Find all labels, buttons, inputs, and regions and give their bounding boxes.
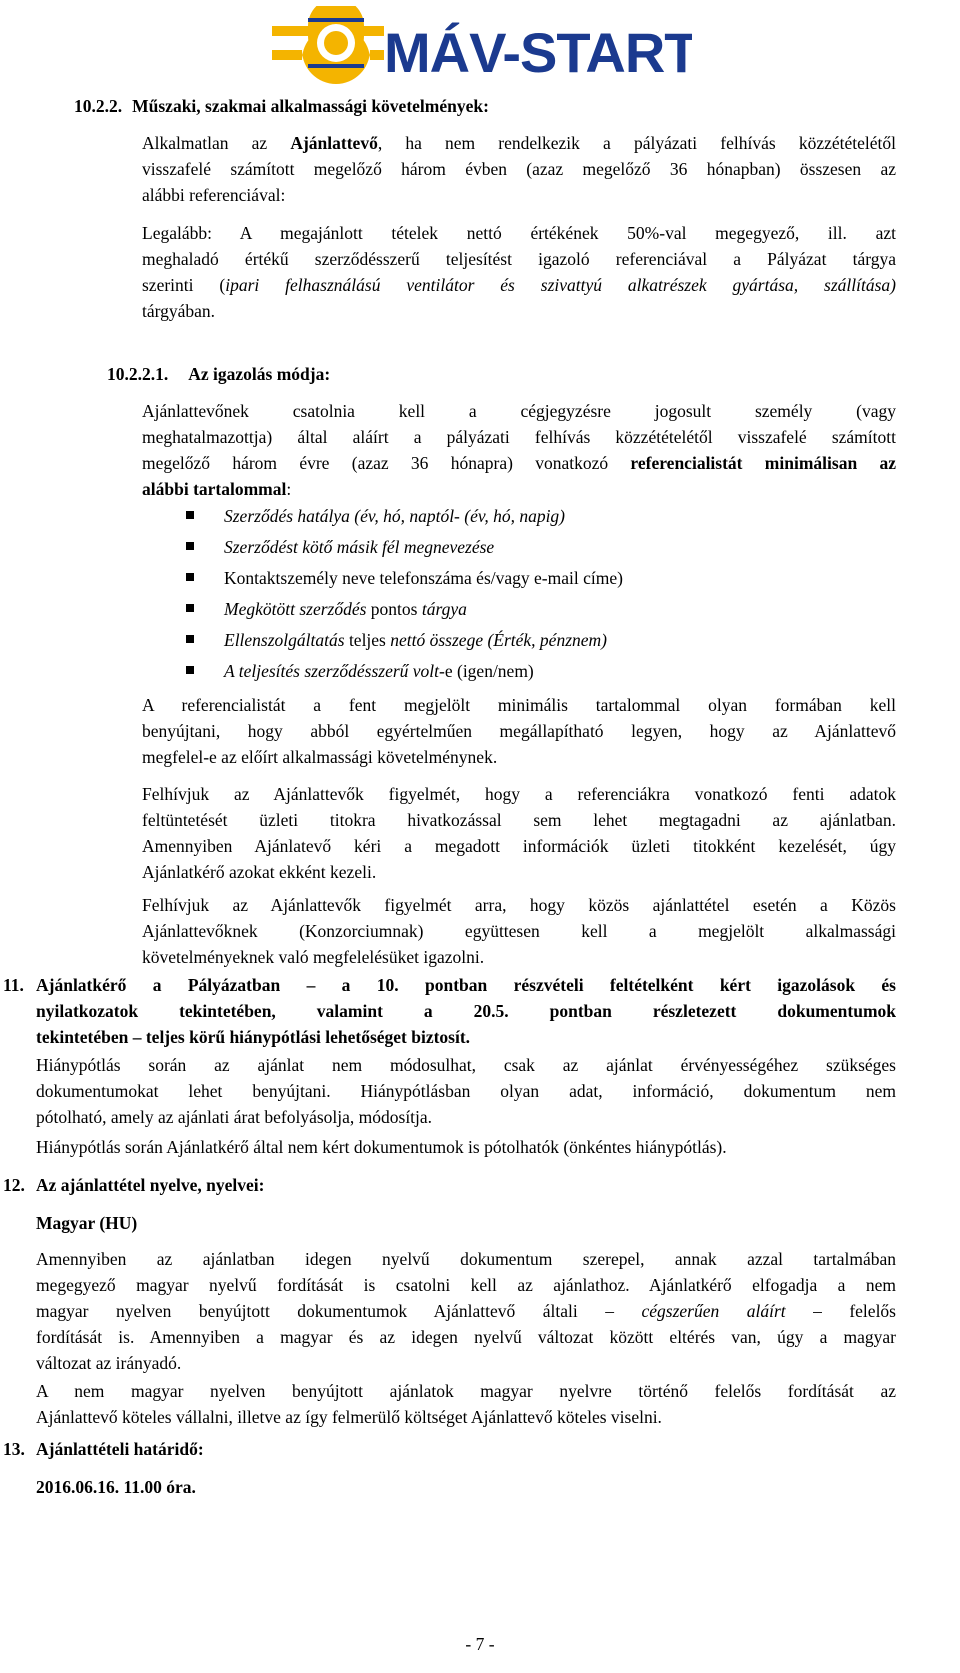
paragraph-foreign-offer [36, 1378, 896, 1430]
bullet-icon [186, 604, 194, 612]
heading-text: Műszaki, szakmai alkalmassági követelmények: [132, 96, 489, 116]
text-line: alábbi referenciával: [142, 185, 286, 205]
section-number-11: 11. [3, 975, 24, 995]
text-line: alábbi tartalommal: [142, 479, 292, 499]
heading-number: 10.2.2. [74, 96, 123, 116]
text-line: követelményeknek való megfelelésüket igazolni. [142, 947, 485, 967]
bullet-icon [186, 542, 194, 550]
text-line: tárgyában. [142, 301, 216, 321]
text-line: magyar nyelven benyújtott dokumentumok Ajánlattevő általi – cégszerűen aláírt – felelős [36, 1301, 896, 1321]
text-line: megegyező magyar nyelvű fordítását is csatolni kell az ajánlathoz. Ajánlatkérő elfogadja a nem [36, 1275, 896, 1295]
section-heading-10-2-2-1 [107, 361, 330, 387]
section-number-12: 12. [3, 1175, 25, 1195]
text-line: benyújtani, hogy abból egyértelműen megállapítható legyen, hogy az Ajánlattevő [142, 721, 896, 741]
text-line: Felhívjuk az Ajánlattevők figyelmét, hogy a referenciákra vonatkozó fenti adatok [142, 784, 896, 804]
text-line: pótolható, amely az ajánlati árat befolyásolja, módosítja. [36, 1107, 433, 1127]
text-line: szerinti (ipari felhasználású ventilátor és szivattyú alkatrészek gyártása, szállítása) [142, 275, 896, 295]
text-line: Amennyiben Ajánlatevő kéri a megadott információk üzleti titokként kezelését, úgy [142, 836, 896, 856]
section-heading-11 [36, 972, 896, 1050]
bullet-icon [186, 635, 194, 643]
text-line: Legalább: A megajánlott tételek nettó értékének 50%-val megegyező, ill. azt [142, 223, 896, 243]
text-line: megelőző három évre (azaz 36 hónapra) vonatkozó referencialistát minimálisan az [142, 453, 896, 473]
mav-start-logo-icon [272, 6, 692, 92]
text-line: Alkalmatlan az Ajánlattevő, ha nem rendelkezik a pályázati felhívás közzétételétől [142, 133, 896, 153]
text-line: fordítását is. Amennyiben a magyar és az idegen nyelvű változat között eltérés van, úgy a magyar [36, 1327, 896, 1347]
section-number-13: 13. [3, 1439, 25, 1459]
text-line: Ajánlatkérő azokat ekként kezeli. [142, 862, 377, 882]
text-line: Ajánlattevő köteles vállalni, illetve az így felmerülő költséget Ajánlattevő köteles viselni. [36, 1407, 662, 1427]
text-line: tekintetében – teljes körű hiánypótlási lehetőséget biztosít. [36, 1027, 471, 1047]
section-heading-13: Ajánlattételi határidő: [36, 1439, 204, 1459]
document-page: MÁV-START 10.2.2. Műszaki, szakmai alkalmassági követelmények: Alkalmatlan az Ajánlattevő, ha nem rendelkezik a pályázati felhívás közzétételétől visszafelé számított megelőző három évben (azaz megelőző 36 hónapban) összesen az alábbi referenciával: Legalább: A megajánlott tételek nettó értékének 50%-val megegyező, ill. azt meghaladó értékű szerződésszerű teljesítést igazoló referenciával a Pályázat tárgya szerinti (ipari felhasználású ventilátor és szivattyú alkatrészek gyártása, szállítása) tárgyában. 10.2.2.1. Az igazolás módja: Ajánlattevőnek csatolnia kell a cégjegyzésre jogosult személy (vagy meghatalmazottja) által aláírt a pályázati felhívás közzétételétől visszafelé számított megelőző három évre (azaz 36 hónapra) vonatkozó referencialistát minimálisan az alábbi tartalommal: Szerződés hatálya (év, hó, naptól- (év, hó, napig) Szerződést kötő másik fél megnevezése Kontaktszemély neve telefonszáma és/vagy e-mail címe) Megkötött szerződés pontos tárgya Ellenszolgáltatás teljes nettó összege (Érték, pénznem) A teljesítés szerződésszerű volt-e (igen/nem) A referencialistát a fent megjelölt minimális tartalommal olyan formában kell benyújtani, hogy abból egyértelműen megállapítható legyen, hogy az Ajánlattevő megfelel-e az előírt alkalmassági követelménynek. Felhívjuk az Ajánlattevők figyelmét, hogy a referenciákra vonatkozó fenti adatok feltüntetését üzleti titokra hivatkozással sem lehet megtagadni az ajánlatban. Amennyiben Ajánlatevő kéri a megadott információk üzleti titokként kezelését, úgy Ajánlatkérő azokat ekként kezeli. Felhívjuk az Ajánlattevők figyelmét arra, hogy közös ajánlattétel esetén a Közös Ajánlattevőknek (Konzorciumnak) együttesen kell a megjelölt alkalmassági követelményeknek való megfelelésüket igazolni. 11. Ajánlatkérő a Pályázatban – a 10. pontban részvételi feltételként kért igazolások és nyilatkozatok tekintetében, valamint a 20.5. pontban részletezett dokumentumok tekintetében – teljes körű hiánypótlási lehetőséget biztosít. Hiánypótlás során az ajánlat nem módosulhat, csak az ajánlat érvényességéhez szükséges dokumentumokat lehet benyújtani. Hiánypótlásban olyan adat, információ, dokumentum nem pótolható, amely az ajánlati árat befolyásolja, módosítja. Hiánypótlás során Ajánlatkérő által nem kért dokumentumok is pótolhatók (önkéntes hiánypótlás). 12. Az ajánlattétel nyelve, nyelvei: Magyar (HU) Amennyiben az ajánlatban idegen nyelvű dokumentum szerepel, annak azzal tartalmában megegyező magyar nyelvű fordítását is csatolni kell az ajánlathoz. Ajánlatkérő elfogadja a nem magyar nyelven benyújtott dokumentumok Ajánlattevő általi – cégszerűen aláírt – felelős fordítását is. Amennyiben a magyar és az idegen nyelvű változat között eltérés van, úgy a magyar változat az irányadó. A nem magyar nyelven benyújtott ajánlatok magyar nyelvre történő felelős fordítását az Ajánlattevő köteles vállalni, illetve az így felmerülő költséget Ajánlattevő köteles viselni. 13. Ajánlattételi határidő: 2016.06.16. 11.00 óra. - 7 - [0, 0, 960, 1673]
language-value: Magyar (HU) [36, 1213, 138, 1233]
text-line: visszafelé számított megelőző három évben (azaz megelőző 36 hónapban) összesen az [142, 159, 896, 179]
paragraph-proof [142, 398, 896, 502]
paragraph-consortium [142, 892, 896, 970]
text-line: Hiánypótlás során Ajánlatkérő által nem kért dokumentumok is pótolhatók (önkéntes hiánypótlás). [36, 1137, 727, 1157]
paragraph-deficiency [36, 1052, 896, 1130]
text-line: Amennyiben az ajánlatban idegen nyelvű dokumentum szerepel, annak azzal tartalmában [36, 1249, 896, 1269]
mav-start-logo [272, 6, 692, 92]
text-line: Ajánlattevőknek (Konzorciumnak) együttesen kell a megjelölt alkalmassági [142, 921, 896, 941]
paragraph-voluntary [36, 1134, 896, 1160]
page-number: - 7 - [465, 1634, 495, 1654]
text-line: változat az irányadó. [36, 1353, 182, 1373]
bullet-icon [186, 511, 194, 519]
text-line: Hiánypótlás során az ajánlat nem módosulhat, csak az ajánlat érvényességéhez szükséges [36, 1055, 896, 1075]
paragraph-list-format [142, 692, 896, 770]
heading-number: 10.2.2.1. [107, 364, 169, 384]
text-line: dokumentumokat lehet benyújtani. Hiánypótlásban olyan adat, információ, dokumentum nem [36, 1081, 896, 1101]
text-line: A referencialistát a fent megjelölt minimális tartalommal olyan formában kell [142, 695, 896, 715]
text-line: feltüntetését üzleti titokra hivatkozással sem lehet megtagadni az ajánlatban. [142, 810, 896, 830]
paragraph-trade-secret [142, 781, 896, 885]
text-line: Felhívjuk az Ajánlattevők figyelmét arra, hogy közös ajánlattétel esetén a Közös [142, 895, 896, 915]
text-line: A nem magyar nyelven benyújtott ajánlatok magyar nyelvre történő felelős fordítását az [36, 1381, 896, 1401]
text-line: Ajánlatkérő a Pályázatban – a 10. pontban részvételi feltételként kért igazolások és [36, 975, 896, 995]
text-line: meghaladó értékű szerződésszerű teljesítést igazoló referenciával a Pályázat tárgya [142, 249, 896, 269]
section-heading-10-2-2 [74, 93, 489, 119]
text-line: meghatalmazottja) által aláírt a pályázati felhívás közzétételétől visszafelé számított [142, 427, 896, 447]
bullet-icon [186, 666, 194, 674]
deadline-date: 2016.06.16. 11.00 óra. [36, 1477, 196, 1497]
paragraph-minimum [142, 220, 896, 324]
paragraph-translation [36, 1246, 896, 1376]
paragraph-unsuitable [142, 130, 896, 208]
section-heading-12: Az ajánlattétel nyelve, nyelvei: [36, 1175, 265, 1195]
text-line: megfelel-e az előírt alkalmassági követelménynek. [142, 747, 498, 767]
heading-text: Az igazolás módja: [188, 364, 331, 384]
bullet-icon [186, 573, 194, 581]
text-line: nyilatkozatok tekintetében, valamint a 20.5. pontban részletezett dokumentumok [36, 1001, 896, 1021]
text-line: Ajánlattevőnek csatolnia kell a cégjegyzésre jogosult személy (vagy [142, 401, 896, 421]
logo-text: MÁV-START [384, 21, 692, 84]
logo-mark [272, 6, 384, 84]
